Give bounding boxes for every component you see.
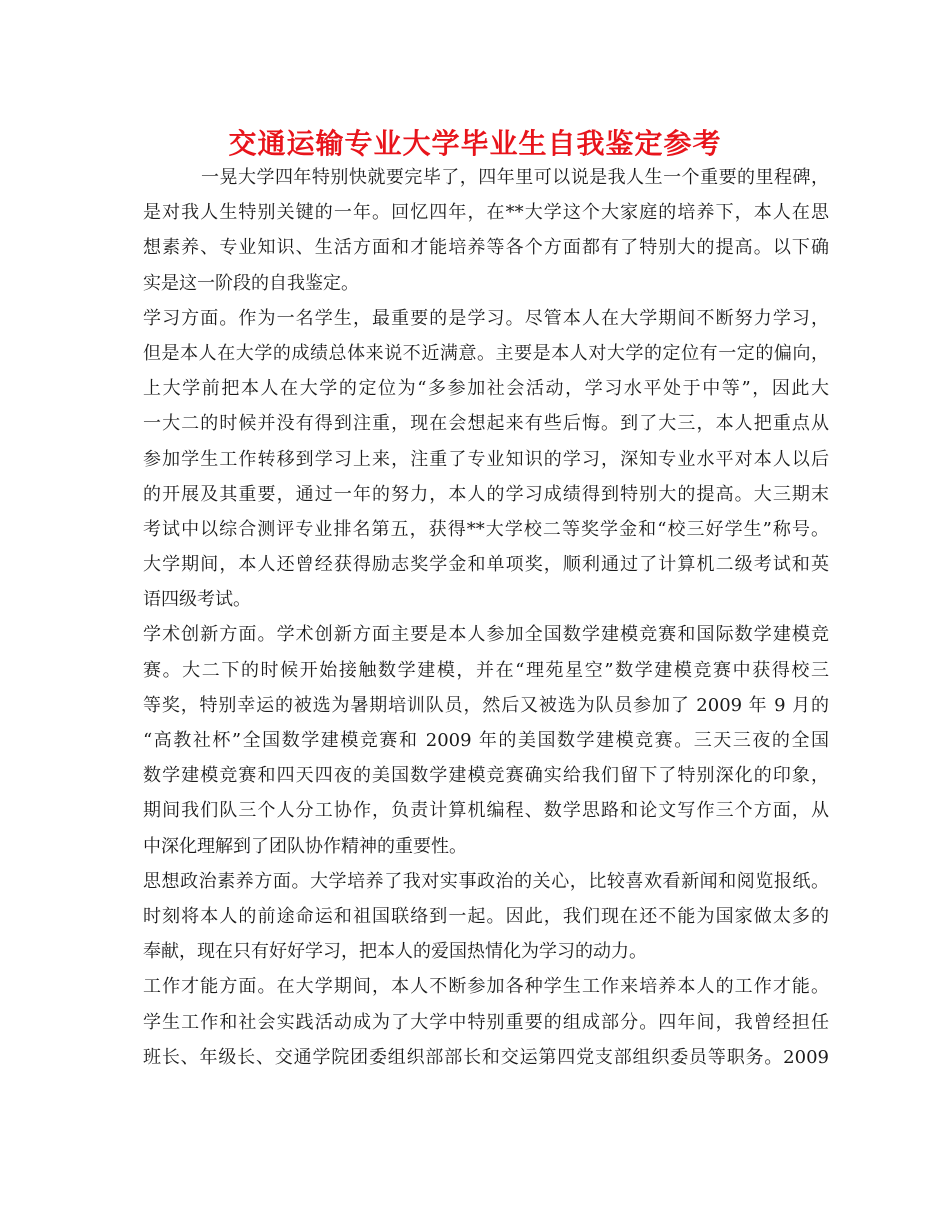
text-line: 语四级考试。	[143, 589, 251, 611]
text-line: 实是这一阶段的自我鉴定。	[143, 272, 359, 294]
text-line: 工作才能方面。在大学期间，本人不断参加各种学生工作来培养本人的工作才能。	[143, 976, 829, 998]
text-line: 学生工作和社会实践活动成为了大学中特别重要的组成部分。四年间，我曾经担任	[143, 1011, 829, 1033]
text-line: 一大二的时候并没有得到注重，现在会想起来有些后悔。到了大三，本人把重点从	[143, 413, 829, 435]
text-line: 奉献，现在只有好好学习，把本人的爱国热情化为学习的动力。	[143, 941, 647, 963]
text-line: 但是本人在大学的成绩总体来说不近满意。主要是本人对大学的定位有一定的偏向，	[143, 342, 829, 364]
text-line: 参加学生工作转移到学习上来，注重了专业知识的学习，深知专业水平对本人以后	[143, 448, 829, 470]
text-line: 学习方面。作为一名学生，最重要的是学习。尽管本人在大学期间不断努力学习，	[143, 307, 829, 329]
text-line: 等奖，特别幸运的被选为暑期培训队员，然后又被选为队员参加了 2009 年 9 月的	[143, 694, 829, 716]
text-line: 数学建模竞赛和四天四夜的美国数学建模竞赛确实给我们留下了特别深化的印象，	[143, 765, 829, 787]
text-line: “高教社杯”全国数学建模竞赛和 2009 年的美国数学建模竞赛。三天三夜的全国	[143, 730, 829, 751]
text-line: 赛。大二下的时候开始接触数学建模，并在“理苑星空”数学建模竞赛中获得校三	[143, 659, 829, 681]
text-line: 上大学前把本人在大学的定位为“多参加社会活动，学习水平处于中等”，因此大	[143, 378, 829, 400]
text-line: 时刻将本人的前途命运和祖国联络到一起。因此，我们现在还不能为国家做太多的	[143, 905, 829, 927]
document-title: 交通运输专业大学毕业生自我鉴定参考	[228, 127, 722, 160]
text-line: 考试中以综合测评专业排名第五，获得**大学校二等奖学金和“校三好学生”称号。	[143, 518, 829, 540]
text-line: 一晃大学四年特别快就要完毕了，四年里可以说是我人生一个重要的里程碑，	[201, 167, 829, 188]
text-line: 学术创新方面。学术创新方面主要是本人参加全国数学建模竞赛和国际数学建模竞	[143, 624, 829, 646]
text-line: 期间我们队三个人分工协作，负责计算机编程、数学思路和论文写作三个方面，从	[143, 800, 829, 822]
text-line: 的开展及其重要，通过一年的努力，本人的学习成绩得到特别大的提高。大三期末	[143, 483, 829, 505]
text-line: 大学期间，本人还曾经获得励志奖学金和单项奖，顺利通过了计算机二级考试和英	[143, 554, 829, 576]
text-line: 思想政治素养方面。大学培养了我对实事政治的关心，比较喜欢看新闻和阅览报纸。	[143, 870, 829, 892]
text-line: 想素养、专业知识、生活方面和才能培养等各个方面都有了特别大的提高。以下确	[143, 237, 829, 259]
document-body	[143, 160, 829, 1075]
text-line: 中深化理解到了团队协作精神的重要性。	[143, 835, 467, 857]
text-line: 班长、年级长、交通学院团委组织部部长和交运第四党支部组织委员等职务。2009	[143, 1046, 829, 1068]
text-line: 是对我人生特别关键的一年。回忆四年，在**大学这个大家庭的培养下，本人在思	[143, 202, 829, 224]
